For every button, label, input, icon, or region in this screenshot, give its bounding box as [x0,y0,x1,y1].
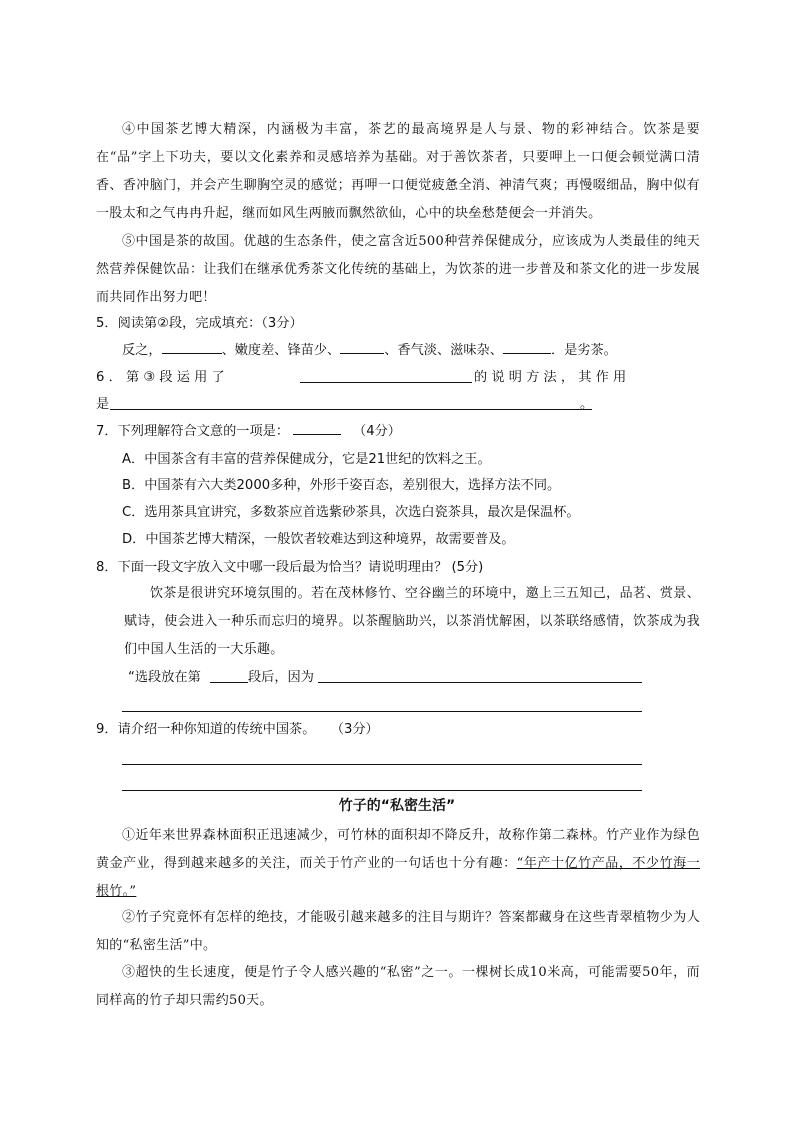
q5-text-b: 、嫩度差、锋苗少、 [221,343,341,358]
q5-text-c: 、香气淡、滋味杂、 [384,343,503,358]
p2-para1-text: ①近年来世界森林面积正迅速减少，可竹林的面积却不降反升，故称作第二森林。竹产业作为绿色黄金产业，得到越来越多的关注，而关于竹产业的一句话也十分有趣： [96,828,700,871]
question-8-stem: 8．下面一段文字放入文中哪一段后最为恰当？请说明理由？ (5分) [96,560,484,575]
q8-answer-line-1 [122,664,700,692]
q8-answer-line-2[interactable] [122,711,642,712]
q8-answer-text-b: 段后，因为 [248,670,314,685]
q6-stem-c: 是 [96,397,110,412]
q9-stem-text: 9．请介绍一种你知道的传统中国茶。 [96,722,316,737]
q9-answer-line-2[interactable] [122,790,642,791]
q5-blank-1[interactable] [162,339,222,354]
question-5-stem: 5．阅读第②段，完成填充：（3分） [96,316,303,331]
q5-text-d: ．是劣茶。 [550,343,617,358]
q7-option-c: C．选用茶具宜讲究，多数茶应首选紫砂茶具，次选白瓷茶具，最次是保温杯。 [122,505,580,520]
question-7-stem [96,418,700,446]
q6-stem-b: 的 说 明 方 法 ， 其 作 用 [474,370,627,385]
q7-option-a: A．中国茶含有丰富的营养保健成分，它是21世纪的饮料之王。 [122,452,491,467]
q7-option-d: D．中国茶艺博大精深，一般饮者较难达到这种境界，故需要普及。 [122,532,515,547]
q8-answer-text-a: “选段放在第 [128,670,201,685]
question-5-fill [96,337,700,365]
q7-stem-text: 7．下列理解符合文意的一项是： [96,424,290,439]
passage-2-title: 竹子的“私密生活” [338,798,456,814]
q6-blank-function[interactable] [110,409,592,410]
q8-quoted-passage: 饮茶是很讲究环境氛围的。若在茂林修竹、空谷幽兰的环境中，邀上三五知己，品茗、赏景、赋诗，使会进入一种乐而忘归的境界。以茶醒脑助兴，以茶消忧解困，以茶联络感情，饮茶成为我们中国人生活的一大乐趣。 [124,586,700,657]
q5-blank-3[interactable] [503,339,551,354]
passage-paragraph-4: ④中国茶艺博大精深，内涵极为丰富，茶艺的最高境界是人与景、物的彩神结合。饮茶是要在“品”字上下功夫，要以文化素养和灵感培养为基础。对于善饮茶者，只要呷上一口便会顿觉满口清香、香冲脑门，并会产生聊胸空灵的感觉；再呷一口便觉疲惫全消、神清气爽；再慢啜细品，胸中似有一股太和之气冉冉升起，继而如风生两腋而飘然欲仙，心中的块垒愁楚便会一并消失。 [96,122,700,221]
q9-score: （3分） [337,722,379,737]
passage-paragraph-5: ⑤中国是茶的故国。优越的生态条件，使之富含近500种营养保健成分，应该成为人类最佳的纯天然营养保健饮品：让我们在继承优秀茶文化传统的基础上，为饮茶的进一步普及和茶文化的进一步发展而共同作出努力吧！ [96,234,700,305]
q8-reason-blank[interactable] [318,682,642,683]
q5-blank-2[interactable] [340,339,384,354]
passage-2-paragraph-2: ②竹子究竟怀有怎样的绝技，才能吸引越来越多的注目与期许？答案都藏身在这些青翠植物少为人知的“私密生活”中。 [96,910,700,953]
passage-2-paragraph-1 [96,822,700,906]
p2-para1-underlined-quote: “年产十亿竹产品，不少竹海一根竹。” [96,856,700,899]
q5-text-a: 反之， [122,343,162,358]
q6-blank-method[interactable] [300,382,472,383]
question-9-stem [96,716,700,744]
q7-answer-blank[interactable] [293,420,341,435]
q8-paragraph-blank[interactable] [210,682,248,683]
q9-answer-line-1[interactable] [122,764,642,765]
passage-2-paragraph-3: ③超快的生长速度，便是竹子令人感兴趣的“私密”之一。一棵树长成10米高，可能需要50年，而同样高的竹子却只需约50天。 [96,965,700,1008]
question-6-line-2 [96,391,700,419]
q6-stem-a: 6 ． 第 ③ 段 运 用 了 [96,370,225,385]
q7-score: （4分） [353,424,401,439]
question-6-line-1 [96,364,700,392]
q7-option-b: B．中国茶有六大类2000多种，外形千姿百态，差别很大，选择方法不同。 [122,478,561,493]
q6-stem-d: 。 [580,397,594,412]
